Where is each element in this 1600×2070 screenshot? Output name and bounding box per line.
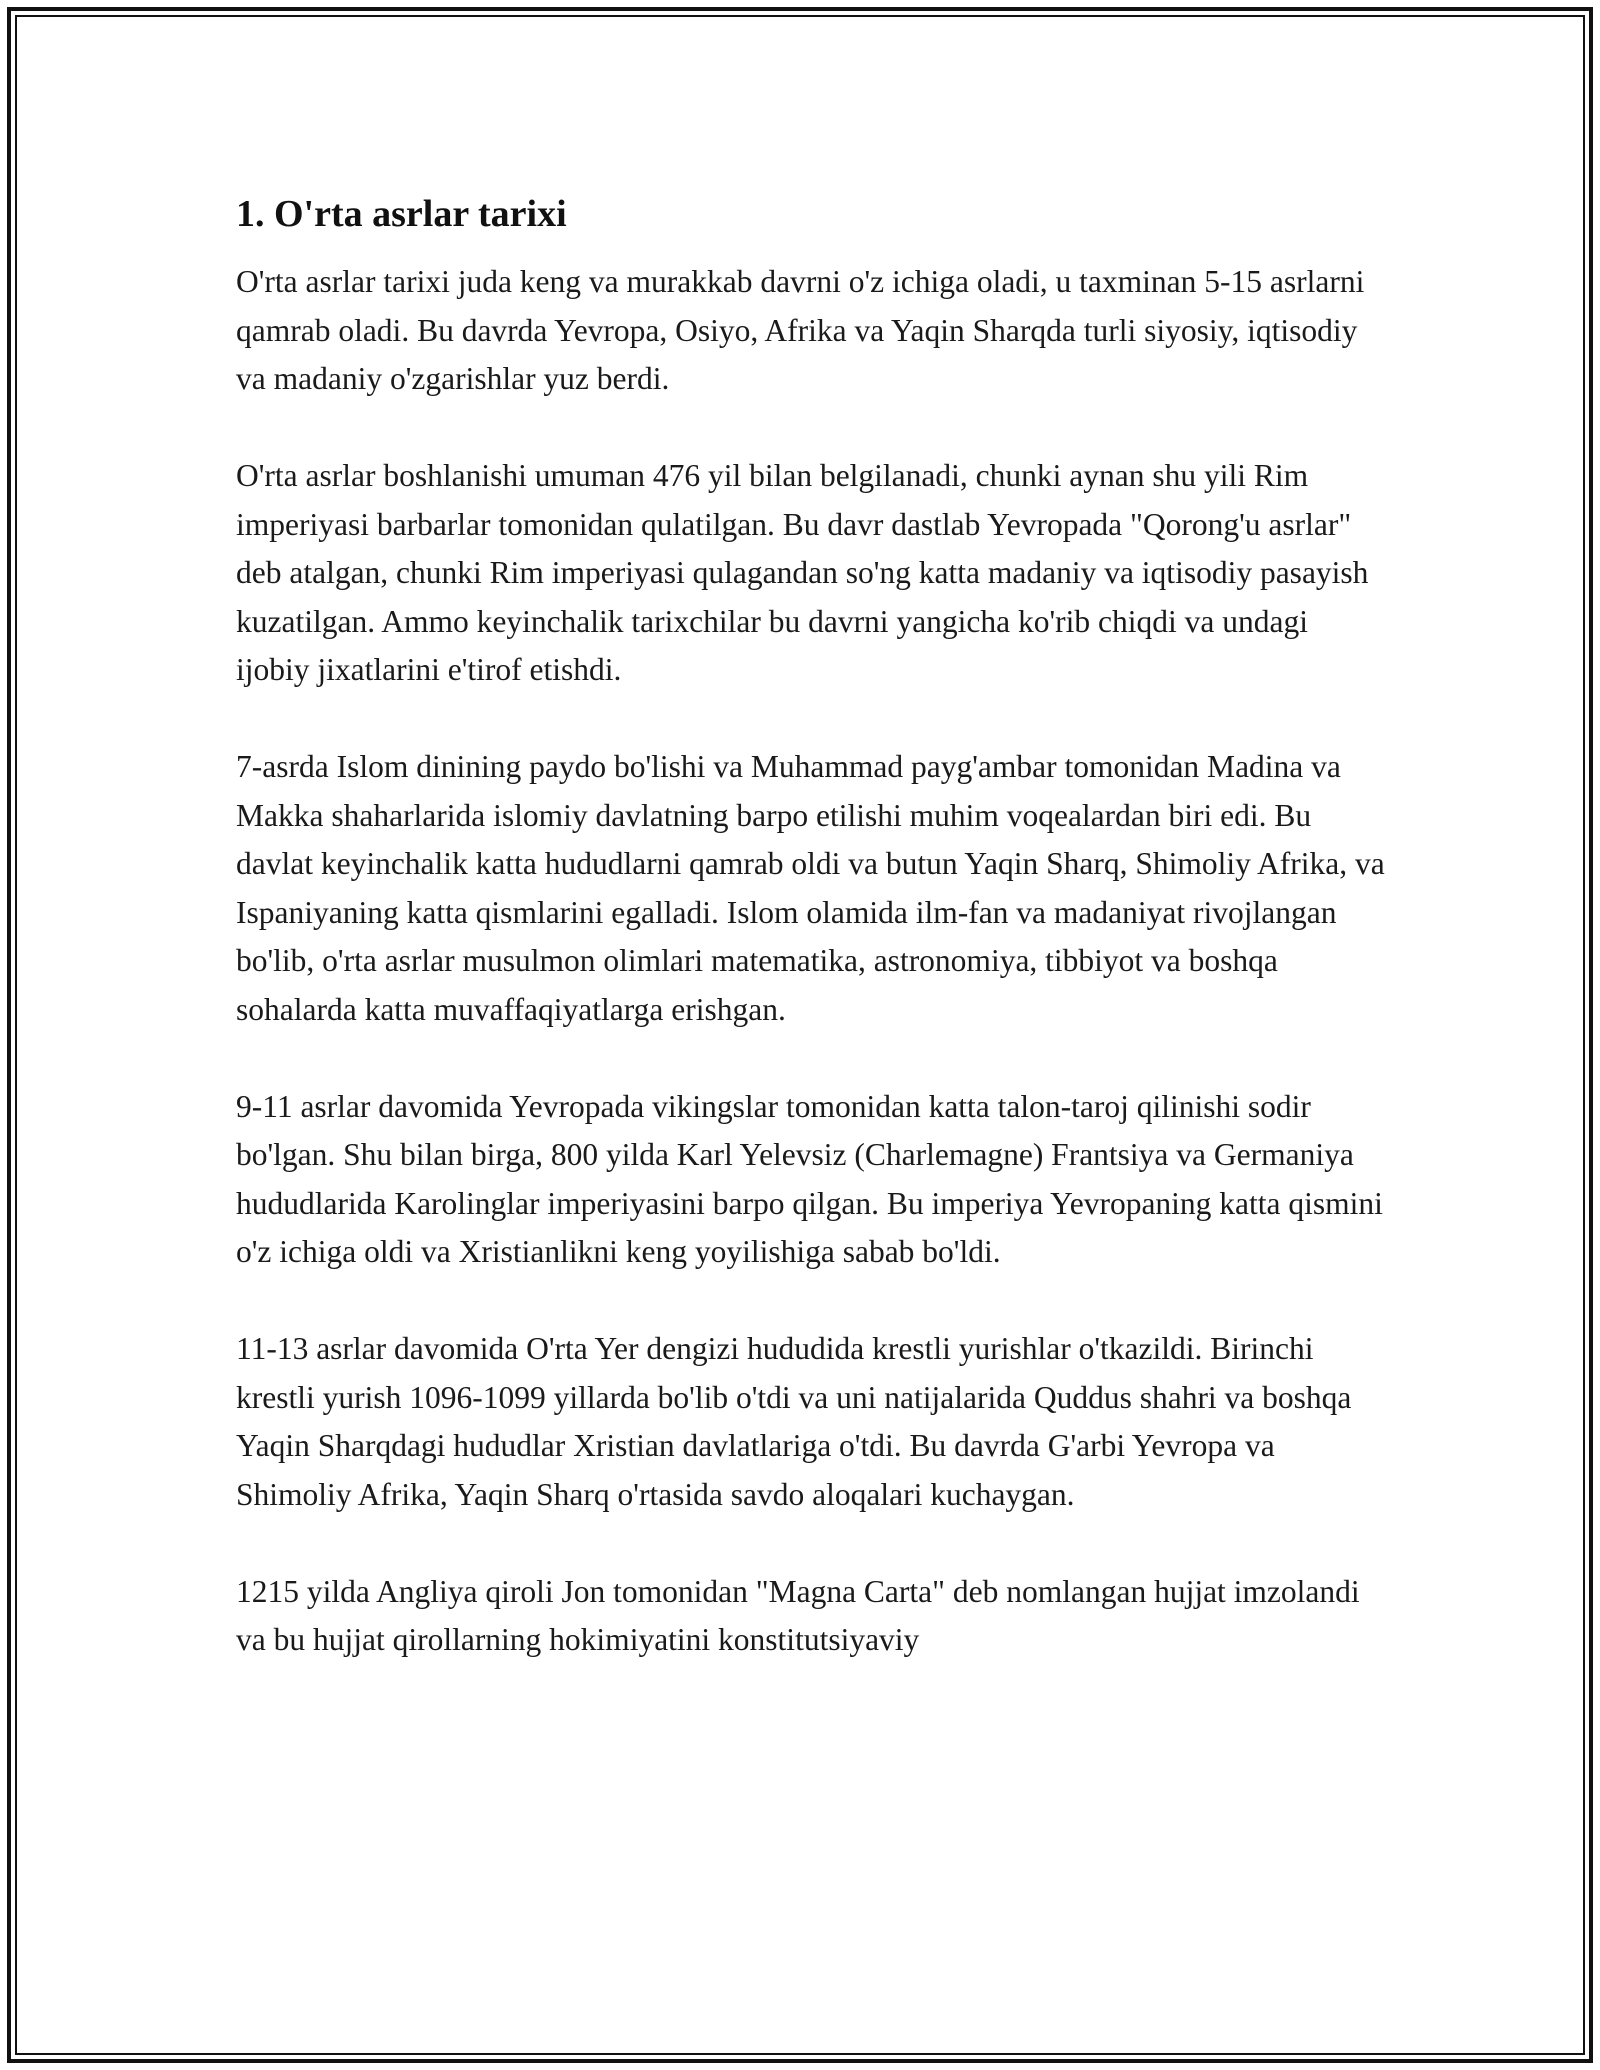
page-title: 1. O'rta asrlar tarixi [236,193,567,235]
paragraph-crusades: 11-13 asrlar davomida O'rta Yer dengizi hududida krestli yurishlar o'tkazildi. Birinchi krestli yurish 1096-1099 yillarda bo'lib o'tdi va uni natijalarida Quddus shahri va boshqa Yaqin Sharqdagi hududlar Xristian davlatlariga o'tdi. Bu davrda G'arbi Yevropa va Shimoliy Afrika, Yaqin Sharq o'rtasida savdo aloqalari kuchaygan. [236,1331,1352,1512]
document-body [236,190,1386,1713]
paragraph-intro: O'rta asrlar tarixi juda keng va murakkab davrni o'z ichiga oladi, u taxminan 5-15 asrlarni qamrab oladi. Bu davrda Yevropa, Osiyo, Afrika va Yaqin Sharqda turli siyosiy, iqtisodiy va madaniy o'zgarishlar yuz berdi. [236,264,1365,396]
paragraph-vikings-carolingians: 9-11 asrlar davomida Yevropada vikingslar tomonidan katta talon-taroj qilinishi sodir bo'lgan. Shu bilan birga, 800 yilda Karl Yelevsiz (Charlemagne) Frantsiya va Germaniya hududlarida Karolinglar imperiyasini barpo qilgan. Bu imperiya Yevropaning katta qismini o'z ichiga oldi va Xristianlikni keng yoyilishiga sabab bo'ldi. [236,1088,1383,1269]
paragraph-islam: 7-asrda Islom dinining paydo bo'lishi va Muhammad payg'ambar tomonidan Madina va Makka shaharlarida islomiy davlatning barpo etilishi muhim voqealardan biri edi. Bu davlat keyinchalik katta hududlarni qamrab oldi va butun Yaqin Sharq, Shimoliy Afrika, va Ispaniyaning katta qismlarini egalladi. Islom olamida ilm-fan va madaniyat rivojlangan bo'lib, o'rta asrlar musulmon olimlari matematika, astronomiya, tibbiyot va boshqa sohalarda katta muvaffaqiyatlarga erishgan. [236,749,1385,1027]
paragraph-magna-carta: 1215 yilda Angliya qiroli Jon tomonidan "Magna Carta" deb nomlangan hujjat imzolandi va bu hujjat qirollarning hokimiyatini konstitutsiyaviy [236,1573,1360,1657]
paragraph-beginning: O'rta asrlar boshlanishi umuman 476 yil bilan belgilanadi, chunki aynan shu yili Rim imperiyasi barbarlar tomonidan qulatilgan. Bu davr dastlab Yevropada "Qorong'u asrlar" deb atalgan, chunki Rim imperiyasi qulagandan so'ng katta madaniy va iqtisodiy pasayish kuzatilgan. Ammo keyinchalik tarixchilar bu davrni yangicha ko'rib chiqdi va undagi ijobiy jixatlarini e'tirof etishdi. [236,458,1369,687]
